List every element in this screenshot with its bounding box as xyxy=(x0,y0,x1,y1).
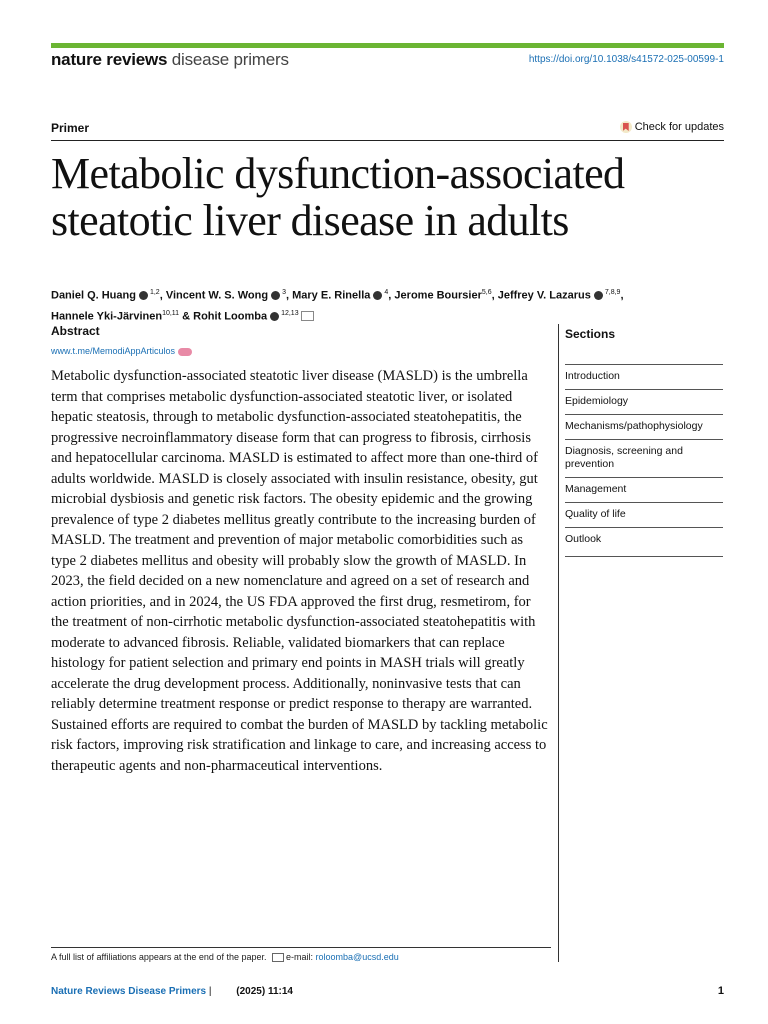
abstract-heading: Abstract xyxy=(51,324,100,338)
footer-journal-link[interactable]: Nature Reviews Disease Primers xyxy=(51,986,207,997)
sections-nav xyxy=(565,364,723,557)
orcid-icon[interactable] xyxy=(270,312,279,321)
author-name: Daniel Q. Huang xyxy=(51,289,136,302)
email-icon xyxy=(272,953,284,962)
brain-icon xyxy=(178,348,192,356)
column-divider xyxy=(558,324,559,962)
section-link-epidemiology[interactable]: Epidemiology xyxy=(565,389,723,414)
footnote-divider xyxy=(51,947,551,948)
section-link-outlook[interactable]: Outlook xyxy=(565,527,723,557)
abstract-text: Metabolic dysfunction-associated steatotic liver disease (MASLD) is the umbrella term that comprises metabolic dysfunction-associated steatotic liver, or isolated hepatic steatosis, through to metabolic dysfunction-associated steatohepatitis, the progressive necroinflammatory disease form that can progress to fibrosis, cirrhosis and hepatocellular carcinoma. MASLD is estimated to affect more than one-third of adults worldwide. MASLD is closely associated with insulin resistance, obesity, gut microbial dysbiosis and genetic risk factors. The obesity epidemic and the growing prevalence of type 2 diabetes mellitus greatly contribute to the increasing burden of MASLD. The treatment and prevention of major metabolic comorbidities such as type 2 diabetes mellitus and obesity will probably slow the growth of MASLD. In 2023, the field decided on a new nomenclature and agreed on a set of research and action priorities, and in 2024, the US FDA approved the first drug, resmetirom, for the treatment of non-cirrhotic metabolic dysfunction-associated steatohepatitis with moderate to advanced fibrosis. Reliable, validated biomarkers that can replace histology for patient selection and primary end points in MASH trials will greatly accelerate the drug development process. Additionally, noninvasive tests that can reliably determine treatment response or predict response to therapy are warranted. Sustained efforts are required to combat the burden of MASLD by tackling metabolic risk factors, improving risk stratification and linkage to care, and increasing access to therapeutic agents and non-pharmaceutical interventions. xyxy=(51,368,548,774)
author-name: Jerome Boursier xyxy=(394,289,482,302)
orcid-icon[interactable] xyxy=(139,291,148,300)
corresponding-email-link[interactable]: roloomba@ucsd.edu xyxy=(315,952,399,962)
email-icon[interactable] xyxy=(301,311,314,321)
page-footer xyxy=(51,986,293,997)
bookmark-icon xyxy=(620,121,632,133)
header-accent-bar xyxy=(51,43,724,48)
sections-heading: Sections xyxy=(565,327,616,341)
author-name: Vincent W. S. Wong xyxy=(165,289,269,302)
section-link-diagnosis[interactable]: Diagnosis, screening and prevention xyxy=(565,439,723,477)
author-name: Mary E. Rinella xyxy=(292,289,371,302)
orcid-icon[interactable] xyxy=(373,291,382,300)
check-for-updates-button[interactable] xyxy=(620,121,724,133)
author-name: Rohit Loomba xyxy=(193,310,268,323)
section-link-management[interactable]: Management xyxy=(565,477,723,502)
footer-volume: (2025) 11:14 xyxy=(236,986,293,997)
section-link-mechanisms[interactable]: Mechanisms/pathophysiology xyxy=(565,414,723,439)
author-list: Daniel Q. Huang $^{1,2}$, Vincent W. S. Wong $^3$, Mary E. Rinella $^4$, Jerome Boursier$^{5,6}$, Jeffrey V. Lazarus $^{7,8,9}$, Hannele Yki-Järvinen$^{10,11}$ & Rohit Loomba $^{12,13}$ xyxy=(51,289,624,323)
promo-link[interactable]: www.t.me/MemodiAppArticulos xyxy=(51,346,192,356)
footer-separator: | xyxy=(208,986,212,997)
section-link-introduction[interactable]: Introduction xyxy=(565,364,723,389)
author-name: Jeffrey V. Lazarus xyxy=(497,289,591,302)
header-divider xyxy=(51,140,724,141)
orcid-icon[interactable] xyxy=(594,291,603,300)
article-title: Metabolic dysfunction-associated steatotic liver disease in adults xyxy=(51,149,625,245)
article-type: Primer xyxy=(51,121,90,135)
check-for-updates-label: Check for updates xyxy=(634,121,724,133)
doi-link[interactable]: https://doi.org/10.1038/s41572-025-00599-1 xyxy=(528,54,724,65)
page-number: 1 xyxy=(717,985,724,997)
journal-brand: nature reviews disease primers xyxy=(51,50,289,69)
affiliations-note: A full list of affiliations appears at the end of the paper. e-mail: roloomba@ucsd.edu xyxy=(51,952,399,962)
section-link-quality-of-life[interactable]: Quality of life xyxy=(565,502,723,527)
author-name: Hannele Yki-Järvinen xyxy=(51,310,163,323)
orcid-icon[interactable] xyxy=(271,291,280,300)
